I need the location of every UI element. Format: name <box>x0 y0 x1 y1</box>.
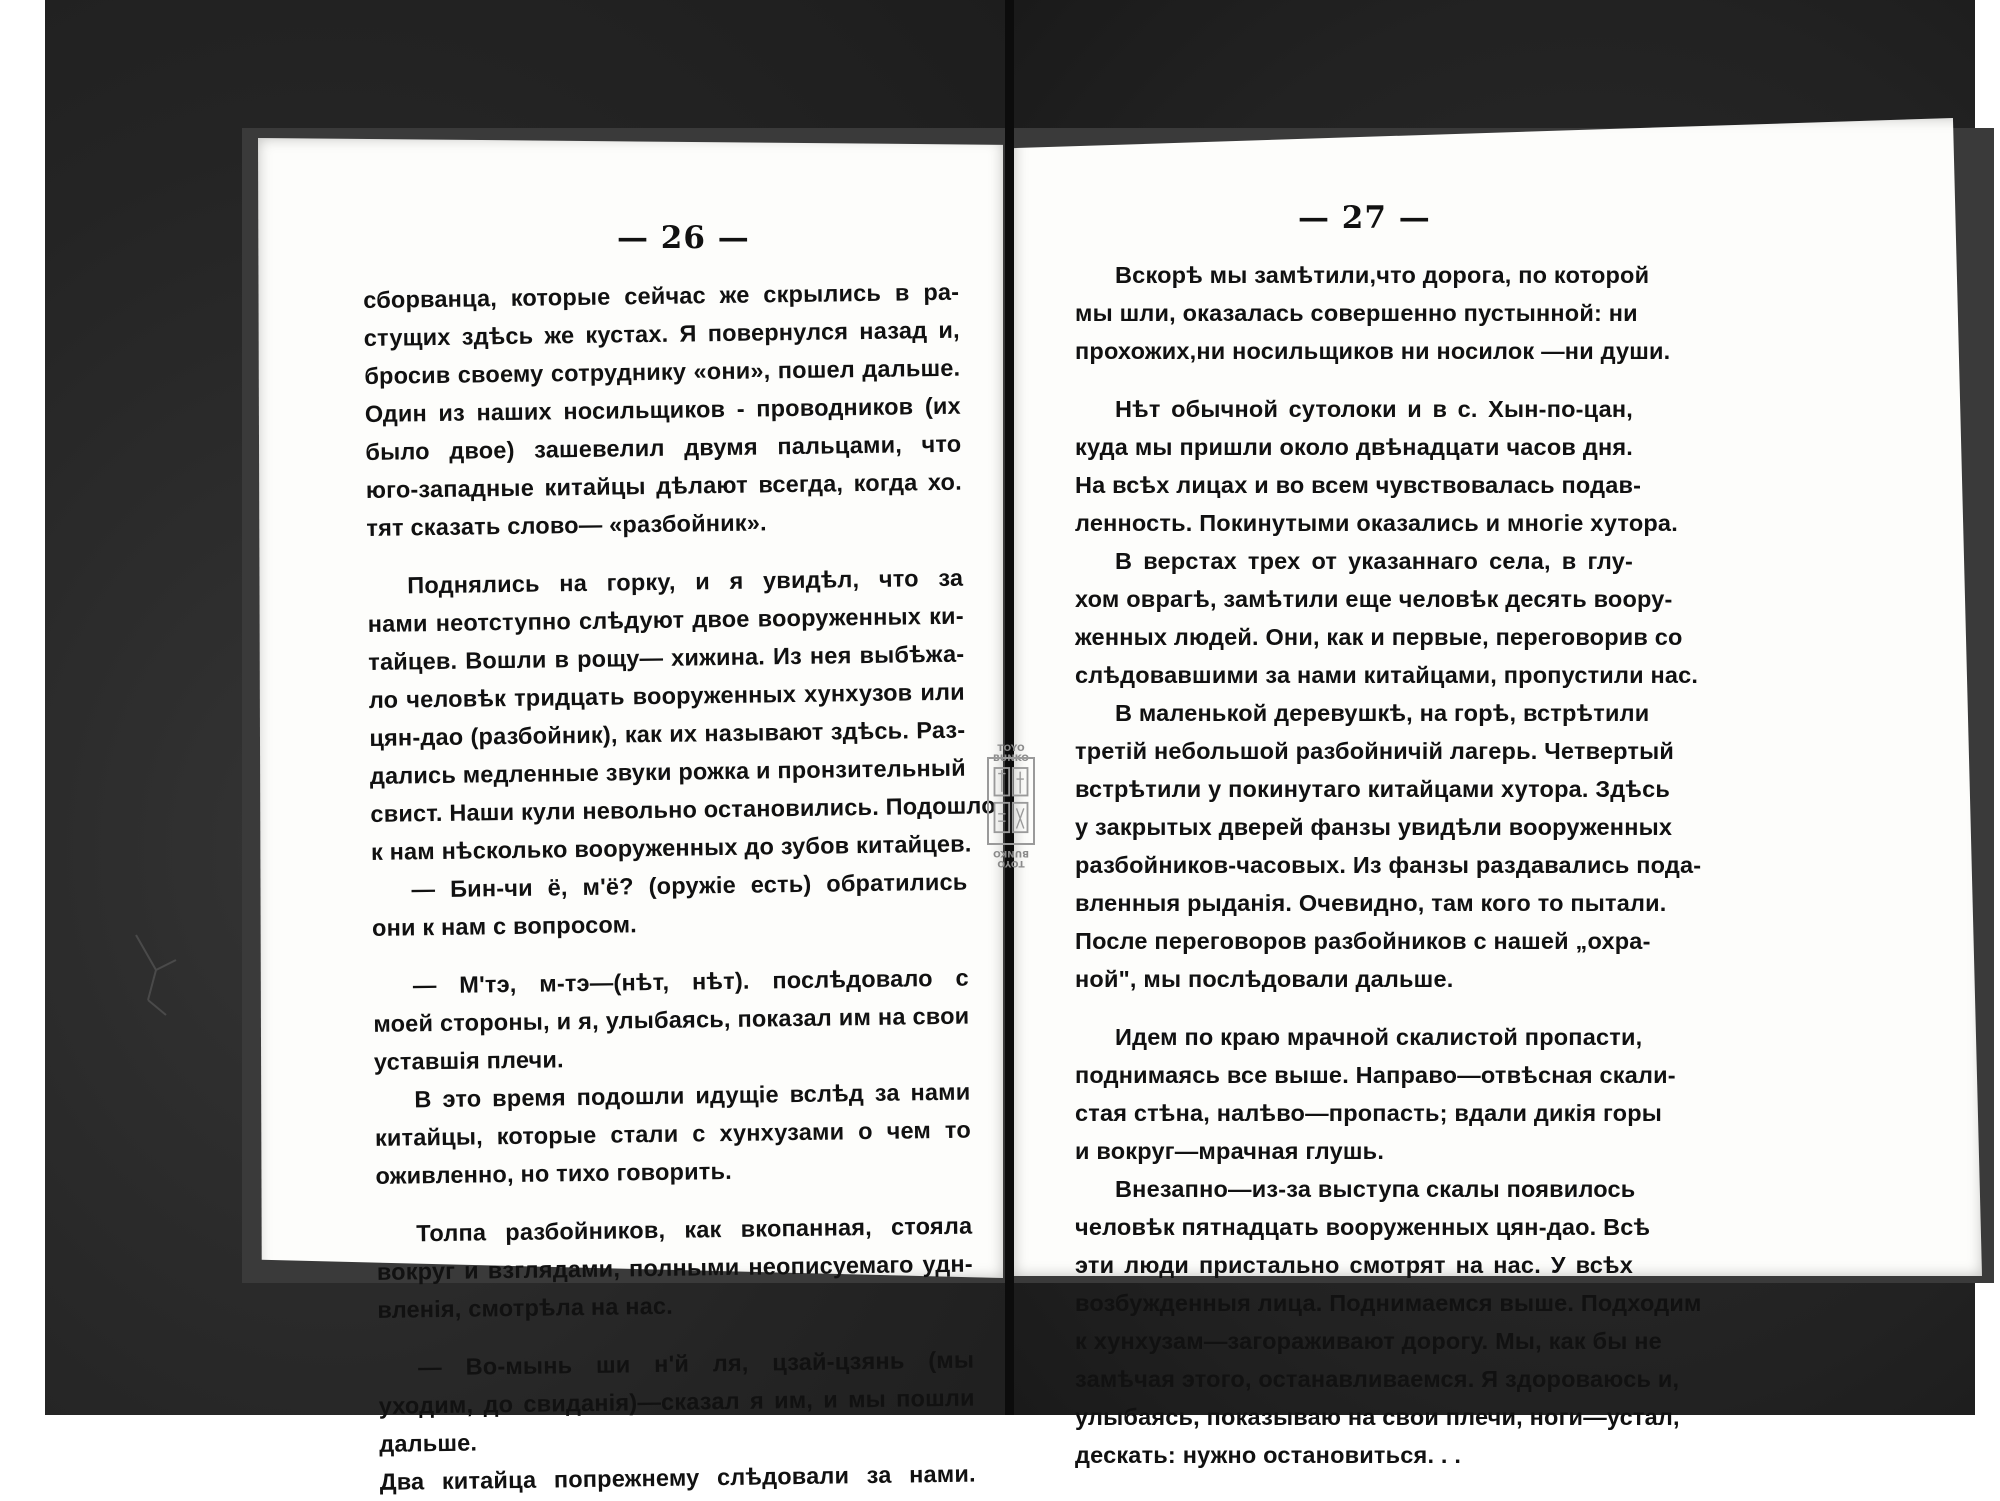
text-line: юго-западные китайцы дѣлают всегда, когда хо. <box>365 468 963 503</box>
seal-icon <box>987 757 1035 845</box>
left-page-number: — 26 — <box>617 220 750 256</box>
text-line: китайцы, которые стали с хунхузами о чем то <box>374 1116 972 1151</box>
text-line: В это время подошли идущіе вслѣд за нами <box>414 1078 971 1113</box>
text-line: слѣдовавшими за нами китайцами, пропустили нас. <box>1075 662 1699 688</box>
text-line: дескать: нужно остановиться. . . <box>1075 1442 1462 1468</box>
text-line: стущих здѣсь же кустах. Я повернулся назад и, <box>363 316 960 351</box>
text-line: третій небольшой разбойничій лагерь. Четвертый <box>1075 738 1675 764</box>
text-line: замѣчая этого, останавливаемся. Я здороваюсь и, <box>1075 1366 1680 1392</box>
text-line: Толпа разбойников, как вкопанная, стояла <box>416 1212 973 1247</box>
text-line: дальше. <box>379 1429 478 1457</box>
text-line: тайцев. Вошли в рощу— хижина. Из нея выбѣжа- <box>368 640 965 675</box>
text-line: ленность. Покинутыми оказались и многіе хутора. <box>1075 510 1678 536</box>
text-line: сборванца, которые сейчас же скрылись в ра- <box>363 278 960 313</box>
text-line: — Во-мынь ши н'й ля, цзай-цзянь (мы <box>417 1346 975 1381</box>
text-line: хом оврагѣ, замѣтили еще человѣк десять воору- <box>1075 586 1673 612</box>
text-line: человѣк пятнадцать вооруженных цян-дао. Всѣ <box>1075 1214 1651 1240</box>
paragraph-gap <box>1075 998 1633 1018</box>
library-stamp <box>983 744 1039 868</box>
text-line: тят сказать слово— «разбойник». <box>366 509 767 541</box>
text-line: и вокруг—мрачная глушь. <box>1075 1138 1385 1164</box>
text-line: к хунхузам—загораживают дорогу. Мы, как бы не <box>1075 1328 1662 1354</box>
text-line: мы шли, оказалась совершенно пустынной: ни <box>1075 300 1638 326</box>
text-line: женных людей. Они, как и первые, переговорив со <box>1075 624 1683 650</box>
text-line: эти люди пристально смотрят на нас. У всѣх <box>1075 1252 1633 1278</box>
text-line: ло человѣк тридцать вооруженных хунхузов или <box>368 678 965 713</box>
right-page-text <box>1075 256 1702 1474</box>
text-line: куда мы пришли около двѣнадцати часов дня. <box>1075 434 1633 460</box>
text-line: Вскорѣ мы замѣтили,что дорога, по которой <box>1115 262 1650 288</box>
text-line: цян-дао (разбойник), как их называют здѣсь. Раз- <box>369 716 966 751</box>
text-line: Внезапно—из-за выступа скалы появилось <box>1115 1176 1636 1202</box>
text-line: свист. Наши кули невольно остановились. Подошло <box>370 792 996 827</box>
text-line: дались медленные звуки рожка и пронзительный <box>369 754 967 789</box>
right-page-number: — 27 — <box>1298 200 1431 236</box>
text-line: вленія, смотрѣла на нас. <box>377 1292 674 1323</box>
text-line: оживленно, но тихо говорить. <box>375 1157 733 1189</box>
text-line: у закрытых дверей фанзы увидѣли вооруженных <box>1075 814 1673 840</box>
stamp-label-top: TOYO BUNKO <box>993 744 1029 764</box>
text-line: — Бин-чи ё, м'ё? (оружіе есть) обратились <box>411 868 968 903</box>
text-line: улыбаясь, показываю на свои плечи, ноги—устал, <box>1075 1404 1680 1430</box>
text-line: разбойников-часовых. Из фанзы раздавались пода- <box>1075 852 1702 878</box>
scan-dust-mark <box>126 930 186 1020</box>
left-page-text <box>363 273 996 1501</box>
text-line: В маленькой деревушкѣ, на горѣ, встрѣтили <box>1115 700 1650 726</box>
text-line: прохожих,ни носильщиков ни носилок —ни души. <box>1075 338 1671 364</box>
text-line: Два китайца попрежнему слѣдовали за нами. <box>379 1460 976 1495</box>
text-line: уставшія плечи. <box>373 1046 564 1075</box>
text-line: поднимаясь все выше. Направо—отвѣсная скали- <box>1075 1062 1676 1088</box>
text-line: нами неотступно слѣдуют двое вооруженных ки- <box>367 602 964 637</box>
text-line: — М'тэ, м-тэ—(нѣт, нѣт). послѣдовало с <box>412 964 969 999</box>
text-line: Поднялись на горку, и я увидѣл, что за <box>407 564 964 599</box>
text-line: Нѣт обычной сутолоки и в с. Хын-по-цан, <box>1115 396 1633 422</box>
text-line: встрѣтили у покинутаго китайцами хутора. Здѣсь <box>1075 776 1671 802</box>
text-line: ной", мы послѣдовали дальше. <box>1075 966 1454 992</box>
text-line: Идем по краю мрачной скалистой пропасти, <box>1115 1024 1643 1050</box>
text-line: В верстах трех от указаннаго села, в глу- <box>1115 548 1633 574</box>
text-line: бросив своему сотруднику «они», пошел дальше. <box>364 354 961 389</box>
text-line: стая стѣна, налѣво—пропасть; вдали дикія горы <box>1075 1100 1663 1126</box>
text-line: моей стороны, и я, улыбаясь, показал им на свои <box>373 1002 970 1037</box>
text-line: После переговоров разбойников с нашей „охра- <box>1075 928 1651 954</box>
stamp-label-bottom: TOYO BUNKO <box>993 848 1029 868</box>
paragraph-gap <box>1075 370 1633 390</box>
text-line: уходим, до свиданія)—сказал я им, и мы пошли <box>378 1384 975 1419</box>
text-line: На всѣх лицах и во всем чувствовалась подав- <box>1075 472 1642 498</box>
text-line: было двое) зашевелил двумя пальцами, что <box>365 430 962 465</box>
text-line: они к нам с вопросом. <box>371 911 638 941</box>
text-line: вокруг и взглядами, полными неописуемаго удн- <box>376 1250 973 1285</box>
book-spine <box>1005 0 1014 1415</box>
text-line: Один из наших носильщиков - проводников (их <box>364 392 961 427</box>
text-line: вленныя рыданія. Очевидно, там кого то пытали. <box>1075 890 1667 916</box>
text-line: возбужденныя лица. Поднимаемся выше. Подходим <box>1075 1290 1702 1316</box>
text-line: к нам нѣсколько вооруженных до зубов китайцев. <box>370 830 972 865</box>
